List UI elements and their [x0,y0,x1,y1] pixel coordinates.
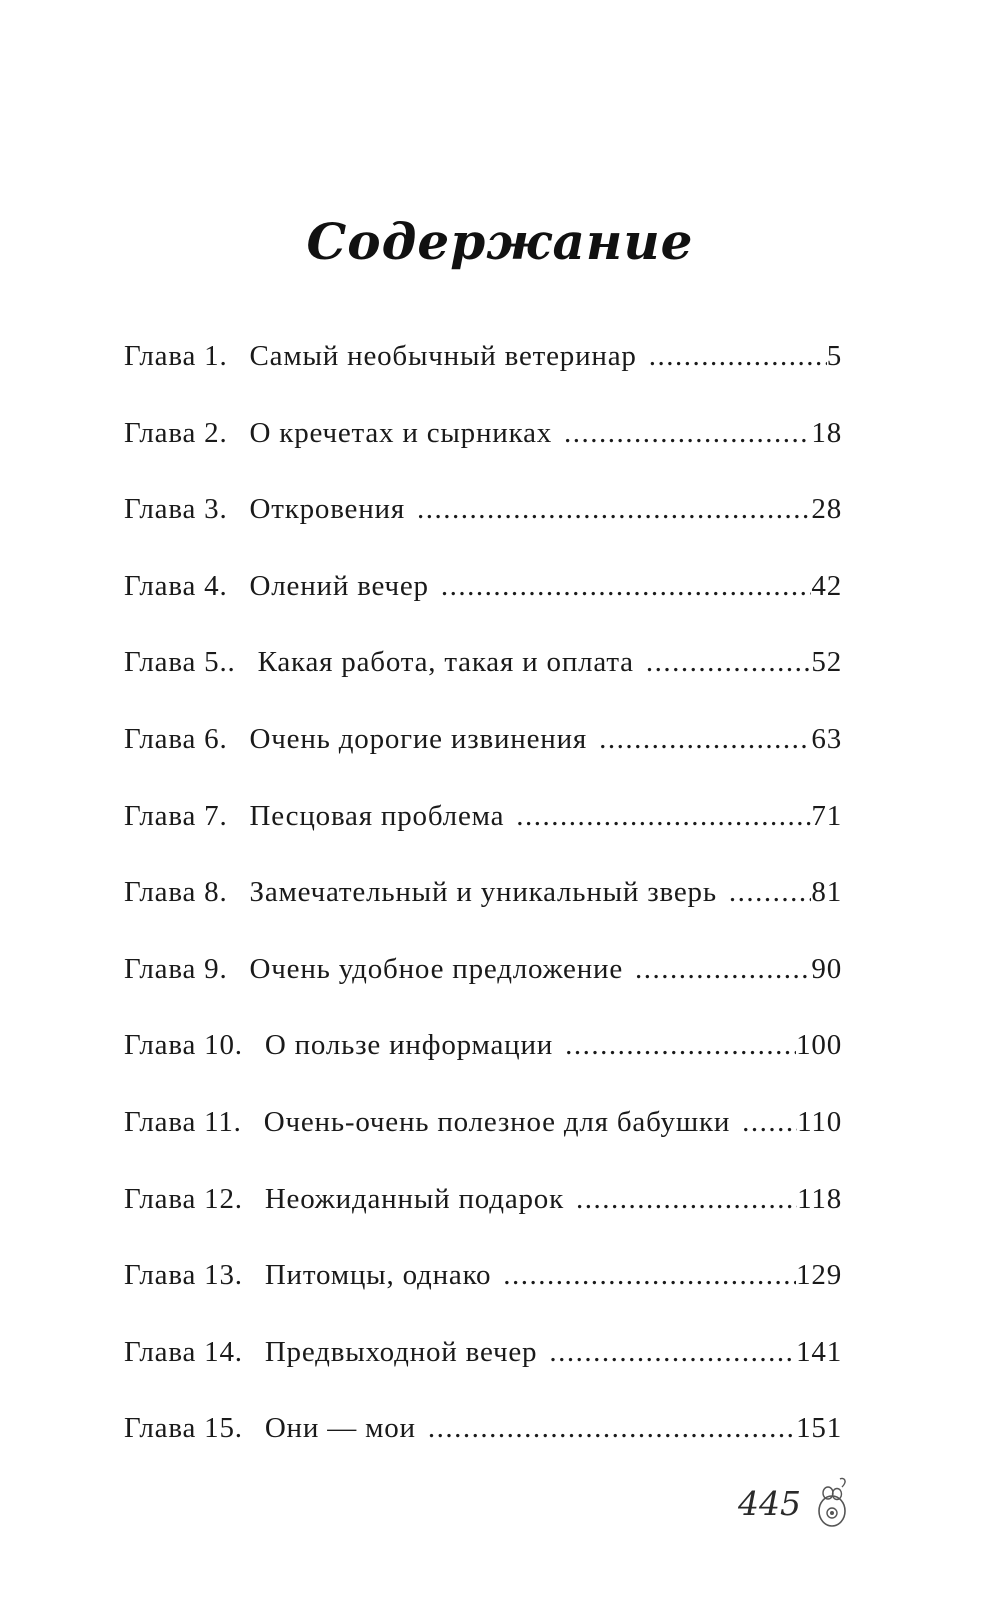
chapter-number: Глава 11. [124,1105,242,1138]
toc-entry [124,1412,842,1489]
mouse-icon [812,1475,852,1531]
page-number: 110 [797,1105,842,1138]
page-number: 141 [796,1335,842,1368]
toc-entry [124,800,842,877]
page-number: 151 [796,1412,842,1445]
toc-entry [124,340,842,417]
page-number: 5 [826,340,842,372]
chapter-number: Глава 3. [124,493,228,526]
page-number: 71 [811,799,842,832]
chapter-number: Глава 9. [124,952,228,985]
chapter-number: Глава 4. [124,569,228,602]
chapter-title: Неожиданный подарок [264,1182,564,1215]
toc-entry [124,1029,842,1106]
leader-dots [576,1183,797,1216]
page-number: 18 [811,416,842,449]
chapter-title: О пользе информации [264,1029,554,1062]
chapter-title: Песцовая проблема [249,799,505,832]
chapter-number: Глава 1. [124,340,228,372]
toc-entry [124,1106,842,1183]
leader-dots [417,493,811,526]
folio-page-number: 445 [738,1484,801,1523]
toc-entry [124,646,842,723]
chapter-title: Самый необычный ветеринар [249,340,637,372]
chapter-title: Откровения [249,493,405,526]
leader-dots [646,646,812,679]
page-number: 90 [811,952,842,985]
leader-dots [516,800,811,833]
chapter-number: Глава 8. [124,876,228,909]
chapter-number: Глава 6. [124,722,228,755]
toc-entry [124,876,842,953]
page-number: 118 [797,1182,842,1215]
leader-dots [503,1259,796,1292]
leader-dots [441,570,812,603]
chapter-number: Глава 13. [124,1259,243,1292]
leader-dots [565,1029,796,1062]
chapter-title: Очень дорогие извинения [249,722,588,755]
page-number: 52 [811,646,842,679]
chapter-number: Глава 15. [124,1412,243,1445]
chapter-title: Олений вечер [249,569,429,602]
leader-dots [649,340,827,373]
leader-dots [549,1336,796,1369]
toc-entry [124,1259,842,1336]
toc-entry [124,570,842,647]
chapter-title: Очень удобное предложение [249,952,624,985]
chapter-title: Они — мои [264,1412,416,1445]
page-number: 100 [796,1029,842,1062]
page-number: 81 [811,876,842,909]
toc-entry [124,493,842,570]
toc-entry [124,723,842,800]
chapter-number: Глава 2. [124,416,228,449]
chapter-title: Питомцы, однако [264,1259,492,1292]
page-number: 42 [811,569,842,602]
leader-dots [564,417,811,450]
chapter-number: Глава 10. [124,1029,243,1062]
page-number: 129 [796,1259,842,1292]
page-number: 63 [811,722,842,755]
chapter-number: Глава 5.. [124,646,236,679]
chapter-number: Глава 14. [124,1335,243,1368]
leader-dots [599,723,811,756]
chapter-title: Очень-очень полезное для бабушки [263,1105,731,1138]
chapter-title: Замечательный и уникальный зверь [249,876,717,909]
leader-dots [428,1412,796,1445]
chapter-title: Предвыходной вечер [264,1335,538,1368]
leader-dots [729,876,812,909]
toc-entry [124,417,842,494]
chapter-title: Какая работа, такая и оплата [257,646,634,679]
chapter-number: Глава 7. [124,799,228,832]
page-number: 28 [811,493,842,526]
page-title: Содержание [306,211,694,271]
toc-entry [124,953,842,1030]
leader-dots [635,953,811,986]
leader-dots [742,1106,797,1139]
chapter-number: Глава 12. [124,1182,243,1215]
table-of-contents [124,340,842,1489]
toc-entry [124,1336,842,1413]
chapter-title: О кречетах и сырниках [249,416,553,449]
toc-entry [124,1183,842,1260]
